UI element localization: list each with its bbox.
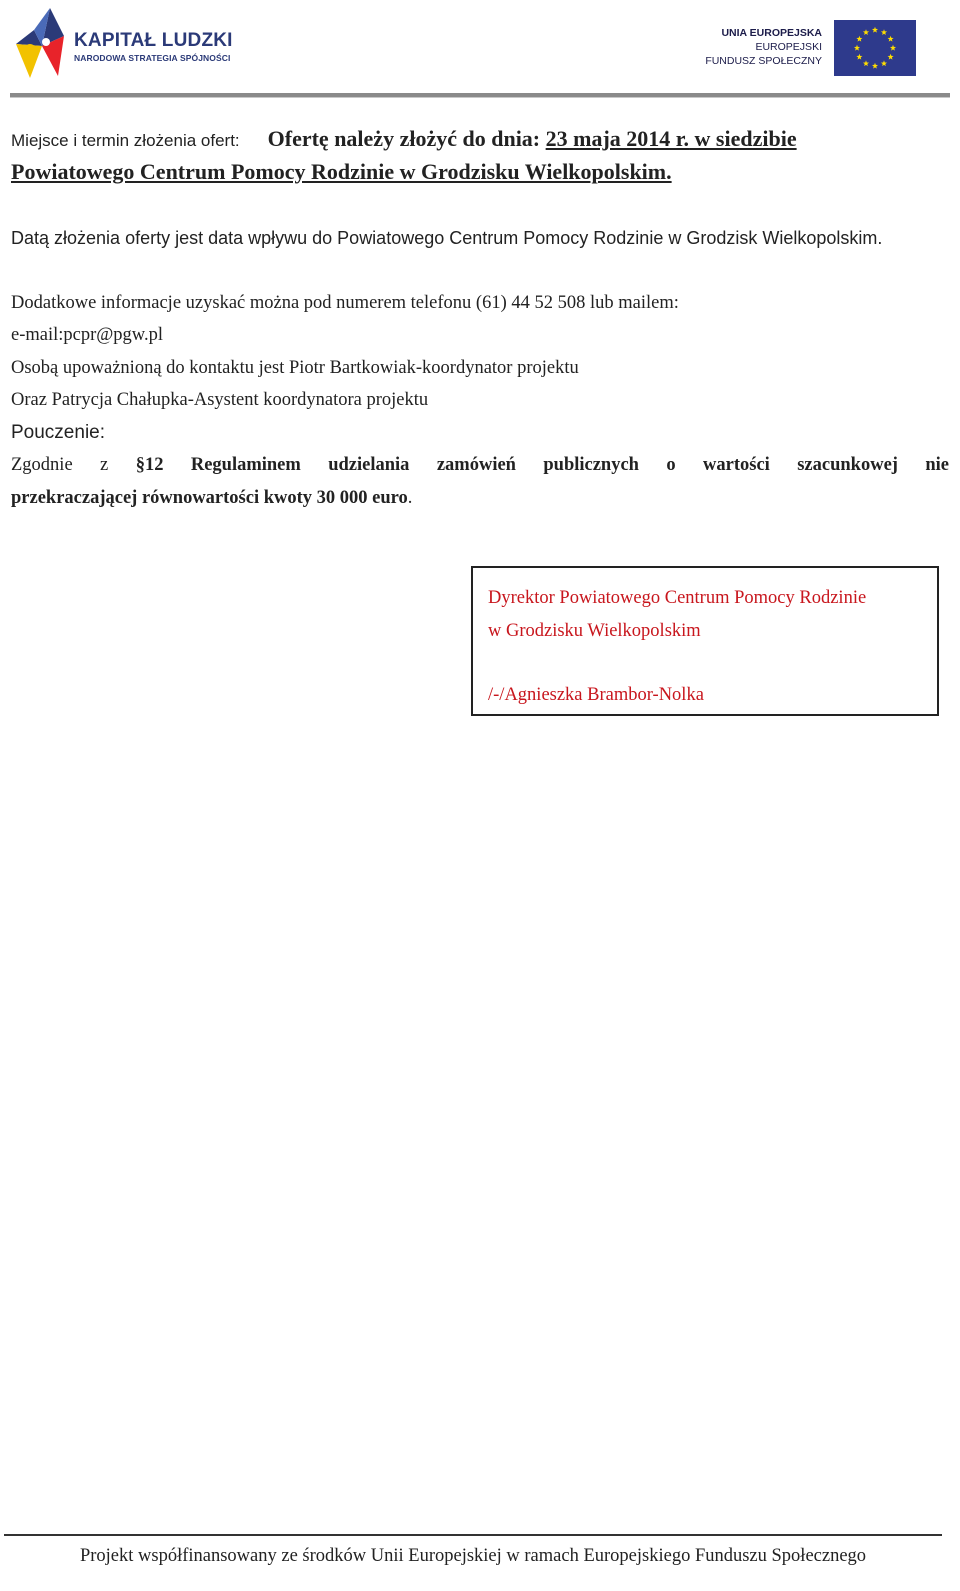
footer-divider: [4, 1534, 942, 1536]
signature-line-1: Dyrektor Powiatowego Centrum Pomocy Rodzinie: [488, 588, 867, 608]
submission-date-paragraph: Datą złożenia oferty jest data wpływu do Powiatowego Centrum Pomocy Rodzinie w Grodzisk Wielkopolskim.: [11, 228, 883, 248]
offer-deadline-line: [11, 124, 949, 156]
offer-label: Miejsce i termin złożenia ofert:: [11, 131, 240, 150]
instruction-bold-2: przekraczającej równowartości kwoty 30 000 euro: [11, 487, 408, 508]
instruction-label: Pouczenie:: [11, 421, 106, 443]
offer-text-part1: Ofertę należy złożyć do dnia:: [267, 126, 546, 151]
eu-line2: EUROPEJSKI: [755, 41, 822, 53]
eu-line3: FUNDUSZ SPOŁECZNY: [705, 55, 822, 67]
page-header: [0, 0, 960, 100]
logo-subtitle: NARODOWA STRATEGIA SPÓJNOŚCI: [74, 53, 231, 63]
signature-name: /-/Agnieszka Brambor-Nolka: [488, 685, 704, 705]
eu-logo: [705, 18, 932, 80]
instruction-line-2: [11, 482, 949, 515]
eu-flag-icon: [834, 20, 916, 76]
email-line: e-mail:pcpr@pgw.pl: [11, 325, 163, 345]
offer-text-part2: w siedzibie: [689, 126, 797, 151]
contact-info-paragraph: Dodatkowe informacje uzyskać można pod numerem telefonu (61) 44 52 508 lub mailem:: [11, 292, 679, 313]
offer-location: Powiatowego Centrum Pomocy Rodzinie w Grodzisku Wielkopolskim.: [11, 159, 672, 184]
logo-title: KAPITAŁ LUDZKI: [74, 30, 233, 51]
eu-line1: UNIA EUROPEJSKA: [721, 27, 822, 39]
kapital-ludzki-logo: [12, 6, 252, 80]
instruction-line-1: [11, 449, 949, 482]
contact-person-1: Osobą upoważnioną do kontaktu jest Piotr Bartkowiak-koordynator projektu: [11, 357, 579, 378]
instruction-bold-1: §12 Regulaminem udzielania zamówień publicznych o wartości szacunkowej nie: [135, 455, 949, 475]
instruction-prefix: Zgodnie z: [11, 455, 136, 475]
star-burst-logo-icon: [12, 6, 72, 80]
footer-text: Projekt współfinansowany ze środków Unii Europejskiej w ramach Europejskiego Funduszu Społecznego: [79, 1546, 867, 1566]
signature-box: [471, 566, 939, 716]
signature-line-2: w Grodzisku Wielkopolskim: [488, 621, 701, 641]
header-divider: [10, 93, 950, 98]
offer-date: 23 maja 2014 r.: [545, 126, 690, 151]
contact-person-2: Oraz Patrycja Chałupka-Asystent koordynatora projektu: [11, 390, 429, 410]
instruction-suffix: .: [407, 487, 413, 508]
document-body: [11, 124, 949, 514]
